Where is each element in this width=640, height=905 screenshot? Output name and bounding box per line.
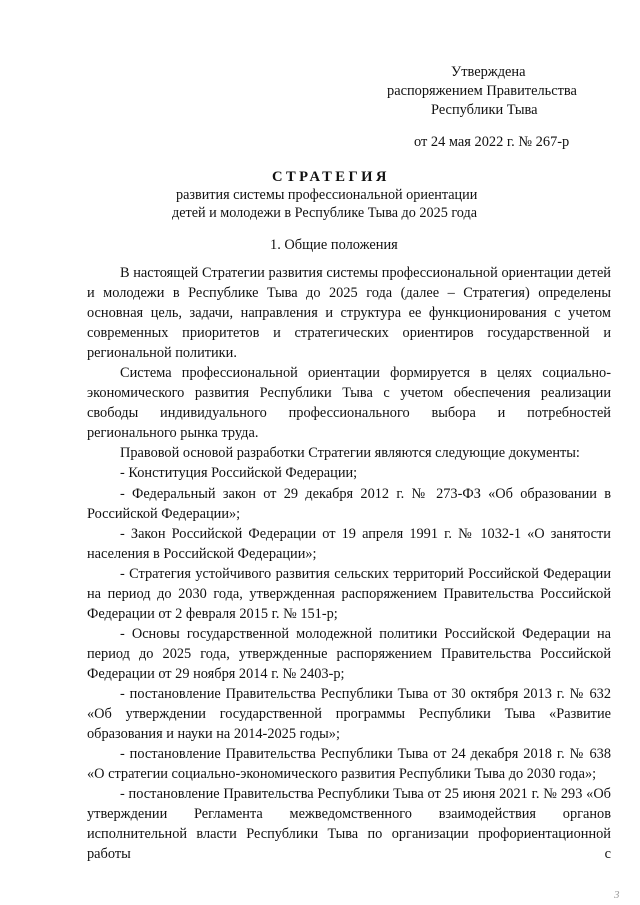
list-item-resolution-632: - постановление Правительства Республики Тыва от 30 октября 2013 г. № 632 «Об утверждении государственной программы Республики Тыва «Развитие образования и науки на 2014-2025 годы»;: [87, 685, 611, 743]
list-item-rural-strategy: - Стратегия устойчивого развития сельских территорий Российской Федерации на период до 2030 года, утвержденная распоряжением Правительства Российской Федерации от 2 февраля 2015 г. № 151-р;: [87, 565, 611, 622]
approval-line-2: распоряжением Правительства: [387, 83, 577, 99]
list-item-employment-law: - Закон Российской Федерации от 19 апреля 1991 г. № 1032-1 «О занятости населения в Российской Федерации»;: [87, 525, 611, 562]
page-number: 3: [614, 889, 620, 901]
list-item-resolution-293: - постановление Правительства Республики Тыва от 25 июня 2021 г. № 293 «Об утверждении Регламента межведомственного взаимодействия органов исполнительной власти Республики Тыва по организации профориентационной работы с: [87, 786, 611, 863]
section-heading: 1. Общие положения: [270, 237, 398, 253]
document-body: [87, 263, 611, 864]
approval-line-3: Республики Тыва: [431, 102, 538, 118]
approval-date: от 24 мая 2022 г. № 267-р: [414, 134, 570, 150]
paragraph-legal-basis: Правовой основой разработки Стратегии являются следующие документы:: [120, 445, 580, 462]
list-item-resolution-638: - постановление Правительства Республики Тыва от 24 декабря 2018 г. № 638 «О стратегии социально-экономического развития Республики Тыва до 2030 года»;: [87, 746, 611, 783]
paragraph-intro: В настоящей Стратегии развития системы профессиональной ориентации детей и молодежи в Республике Тыва до 2025 года (далее – Стратегия) определены основная цель, задачи, направления и структура ее функционирования с учетом современных приоритетов и стратегических ориентиров государственной и региональной политики.: [87, 265, 611, 362]
subtitle-line-2: детей и молодежи в Республике Тыва до 2025 года: [172, 205, 478, 221]
subtitle-line-1: развития системы профессиональной ориентации: [176, 187, 478, 203]
document-title: СТРАТЕГИЯ: [272, 169, 390, 185]
approval-line-1: Утверждена: [451, 64, 526, 80]
list-item-constitution: - Конституция Российской Федерации;: [120, 465, 358, 482]
list-item-youth-policy: - Основы государственной молодежной политики Российской Федерации на период до 2025 года, утвержденные распоряжением Правительства Российской Федерации от 29 ноября 2014 г. № 2403-р;: [87, 625, 611, 682]
list-item-education-law: - Федеральный закон от 29 декабря 2012 г. № 273-ФЗ «Об образовании в Российской Федерации»;: [87, 485, 611, 522]
paragraph-system: Система профессиональной ориентации формируется в целях социально-экономического развития Республики Тыва с учетом обеспечения реализации свободы индивидуального профессионального выбора и потребностей регионального рынка труда.: [87, 365, 611, 442]
